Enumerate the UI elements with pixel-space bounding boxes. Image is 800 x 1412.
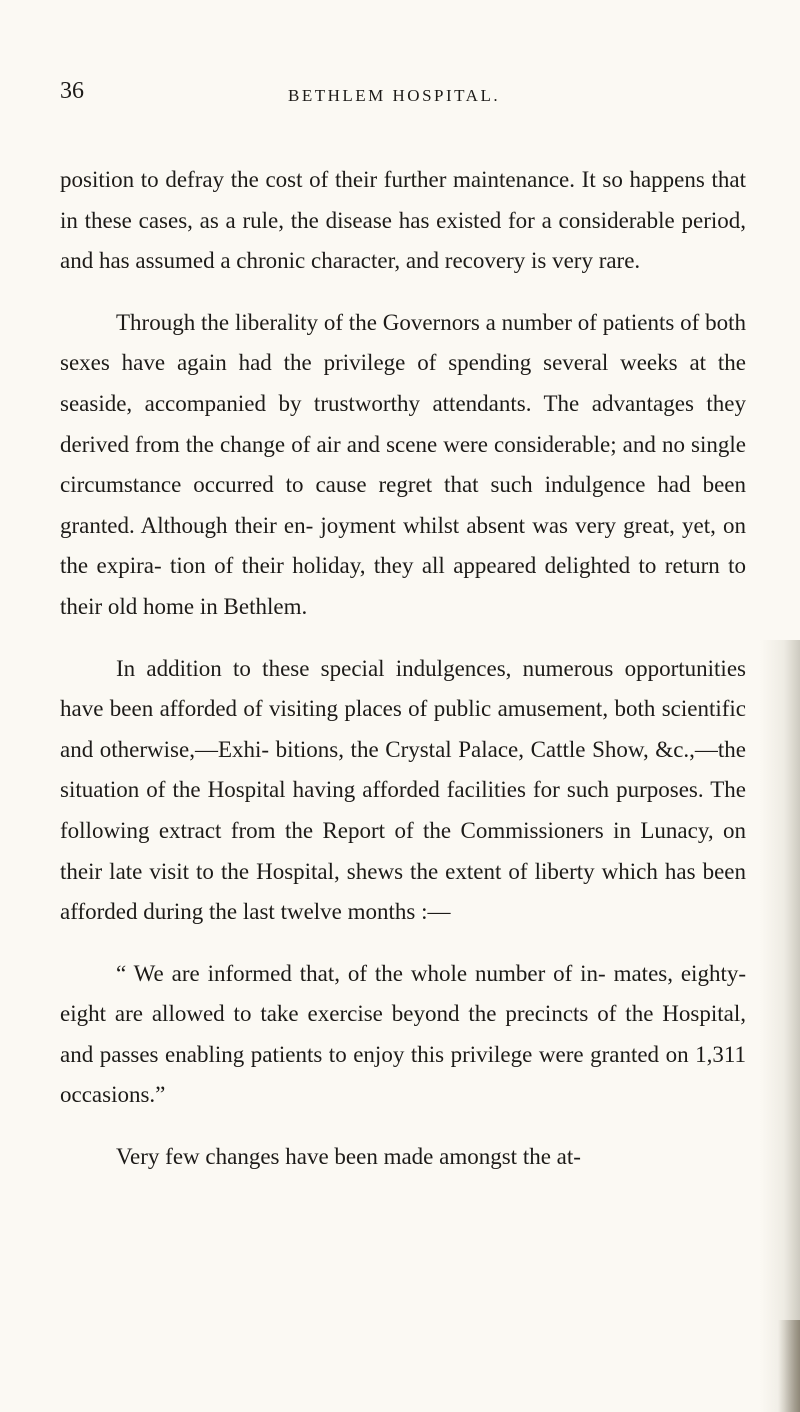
paragraph-amusements: In addition to these special indulgences, numerous opportunities have been afforded of visiting places of public amusement, both scientific and otherwise,—Exhi- bitions, the Crystal Palace, Cattle Show, &c.,—the situation of the Hospital having afforded facilities for such purposes. The following extract from the Report of the Commissioners in Lunacy, on their late visit to the Hospital, shews the extent of liberty which has been afforded during the last twelve months :—	[60, 655, 746, 925]
paragraph-changes: Very few changes have been made amongst the at-	[116, 1144, 581, 1170]
running-head	[60, 78, 750, 118]
header-title: BETHLEM HOSPITAL.	[288, 86, 501, 105]
paragraph-continuation: position to defray the cost of their further maintenance. It so happens that in these cases, as a rule, the disease has existed for a considerable period, and has assumed a chronic character, and recovery is very rare.	[60, 167, 746, 274]
body-text	[60, 160, 746, 1199]
page-edge-dark	[778, 1320, 800, 1412]
paragraph-commissioners-quote: “ We are informed that, of the whole number of in- mates, eighty-eight are allowed to take exercise beyond the precincts of the Hospital, and passes enabling patients to enjoy this privilege were granted on 1,311 occasions.”	[60, 960, 746, 1108]
page-edge-shadow	[760, 640, 800, 1412]
page-number: 36	[60, 78, 84, 104]
paragraph-seaside: Through the liberality of the Governors a number of patients of both sexes have again had the privilege of spending several weeks at the seaside, accompanied by trustworthy attendants. The advantages they derived from the change of air and scene were considerable; and no single circumstance occurred to cause regret that such indulgence had been granted. Although their en- joyment whilst absent was very great, yet, on the expira- tion of their holiday, they all appeared delighted to return to their old home in Bethlem.	[60, 309, 746, 619]
